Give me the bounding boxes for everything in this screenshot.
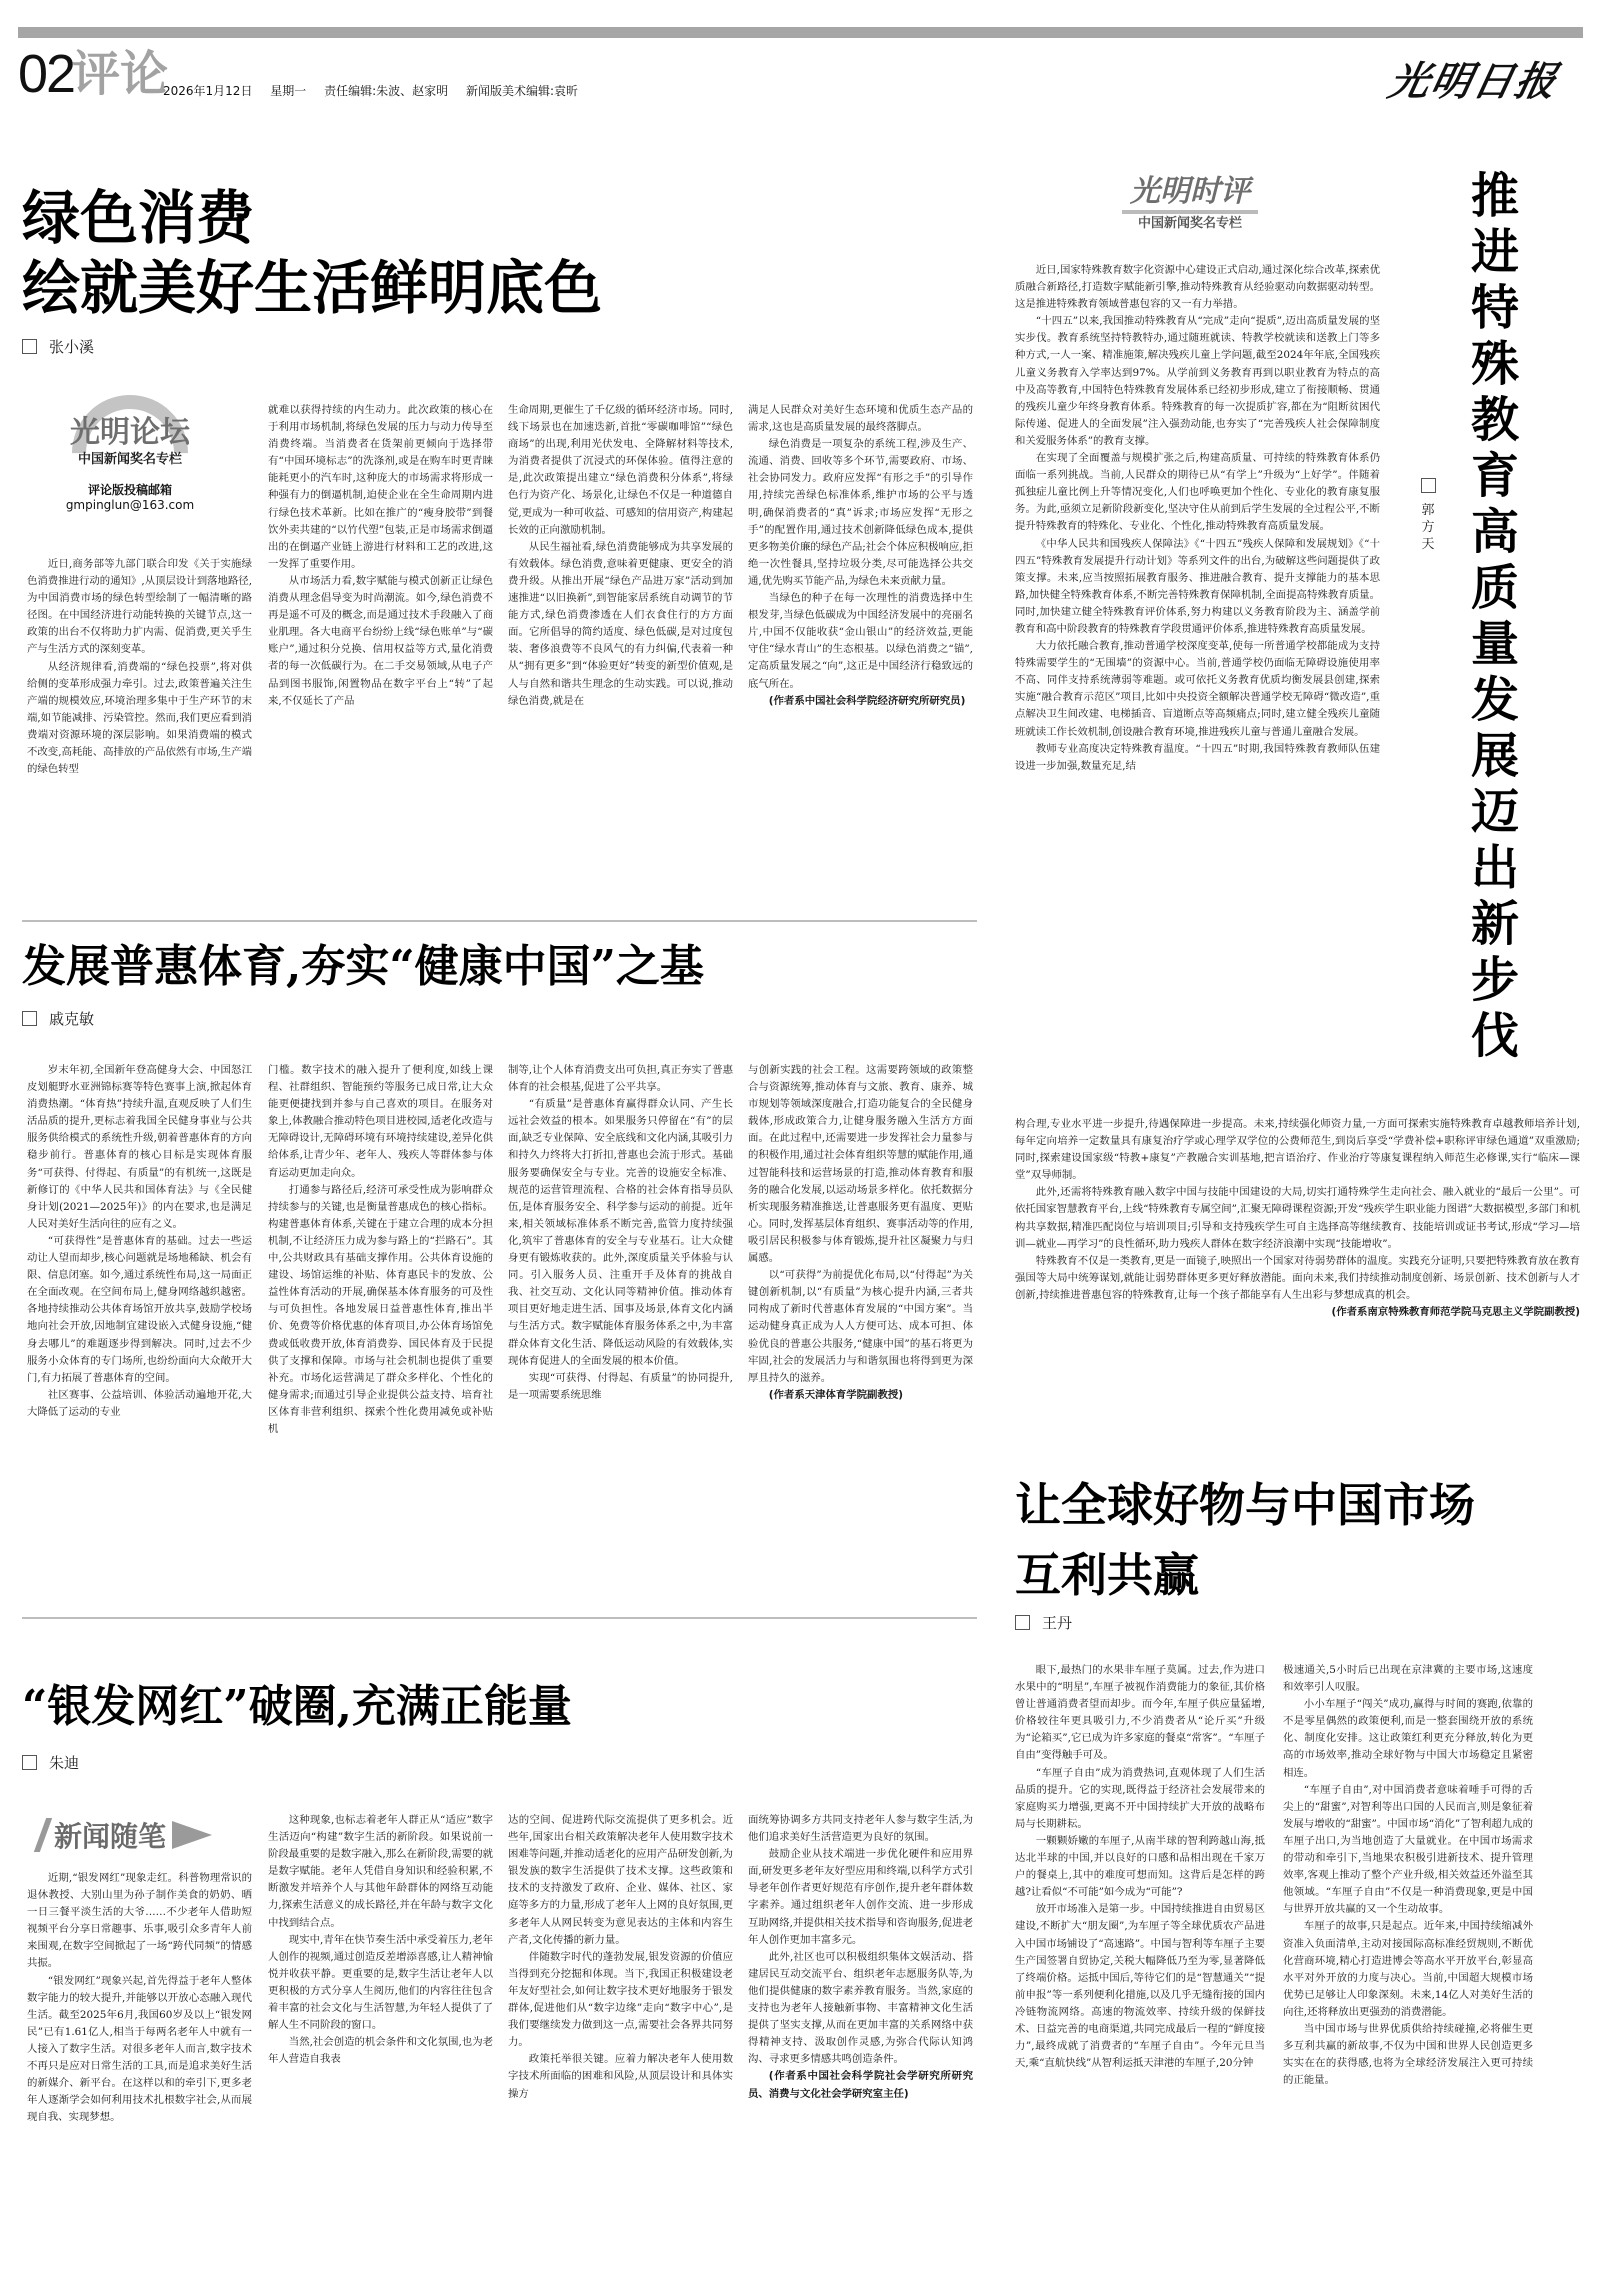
sports-article-col2 (268, 1062, 493, 1602)
edu-article-narrow (1015, 262, 1380, 1112)
silver-article-col1 (27, 1870, 252, 2265)
paragraph: 《中华人民共和国残疾人保障法》《“十四五”残疾人保障和发展规划》《“十四五”特殊教育发展提升行动计划》等系列文件的出台,为破解这些问题提供了政策支撑。未来,应当按照拓展教育服务、推进融合教育、提升支撑能力的基本思路,加快健全特殊教育体系,不断完善特殊教育保障机制,全面提高特殊教育质量。同时,加快建立健全特殊教育评价体系,努力构建以义务教育阶段为主、涵盖学前教育和高中阶段教育的特殊教育学段贯通评价体系,推进特殊教育高质量发展。 (1015, 537, 1380, 635)
dateline (163, 82, 592, 99)
sports-article-author: 戚克敏 (49, 1010, 95, 1028)
paragraph: 当绿色的种子在每一次理性的消费选择中生根发芽,当绿色低碳成为中国经济发展中的亮丽名片,中国不仅能收获“金山银山”的经济效益,更能守住“绿水青山”的生态根基。以绿色消费之“锚”,定高质量发展之“向”,这正是中国经济行稳致远的底气所在。 (748, 592, 973, 690)
column-logo-news-essay (40, 1815, 240, 1855)
cherry-article-title-line1: 让全球好物与中国市场 (1015, 1478, 1475, 1532)
silver-article-author: 朱迪 (49, 1754, 80, 1772)
byline-box-icon (22, 1011, 37, 1026)
paragraph: 生命周期,更催生了千亿级的循环经济市场。同时,线下场景也在加速迭新,首批“零碳咖啡馆”“绿色商场”的出现,利用光伏发电、全降解材料等技术,为消费者提供了沉浸式的环保体验。值得注意的是,此次政策提出建立“绿色消费积分体系”,将绿色行为资产化、场景化,让绿色不仅是一种道德自觉,更成为一种可收益、可感知的信用资产,构建起长效的正向激励机制。 (508, 404, 733, 536)
section-title: 评论 (72, 46, 169, 102)
paragraph: “十四五”以来,我国推动特殊教育从“完成”走向“提质”,迈出高质量发展的坚实步伐。教育系统坚持特教特办,通过随班就读、特教学校就读和送教上门等多种方式,一人一案、精准施策,解决残疾儿童上学问题,截至2024年年底,全国残疾儿童义务教育入学率达到97%。从学前到义务教育再到以职业教育为特点的高中及高等教育,中国特色特殊教育发展体系已经初步形成,建立了衔接顺畅、贯通的残疾儿童少年终身教育体系。特殊教育的每一次提质扩容,都在为“阻断贫困代际传递、促进人的全面发展”注入强劲动能,也夯实了“完善残疾人社会保障制度和关爱服务体系”的教育支撑。 (1015, 315, 1380, 447)
issue-weekday: 星期一 (270, 84, 307, 98)
divider (22, 1617, 977, 1619)
green-article-title-line1: 绿色消费 (22, 184, 255, 252)
green-article-col4 (748, 402, 973, 898)
paragraph: 这种现象,也标志着老年人群正从“适应”数字生活迈向“构建”数字生活的新阶段。如果说前一阶段最重要的是数字融入,那么在新阶段,需要的就是数字赋能。老年人凭借自身知识和经验积累,不断激发并培养个人与其他年龄群体的网络互动能力,探索生活意义的成长路径,并在年龄与数字文化中找到结合点。 (268, 1814, 493, 1929)
paragraph: 满足人民群众对美好生态环境和优质生态产品的需求,这也是高质量发展的最终落脚点。 (748, 404, 973, 434)
paragraph: 鼓励企业从技术端进一步优化硬件和应用界面,研发更多老年友好型应用和终端,以科学方式引导老年创作者更好规范有序创作,提升老年群体数字素养。通过组织老年人创作交流、进一步形成互助网络,并提供相关技术指导和咨询服务,促进老年人创作更加丰富多元。 (748, 1848, 973, 1946)
silver-article-col3 (508, 1812, 733, 2265)
column-subtitle: 中国新闻奖名专栏 (1137, 216, 1242, 231)
byline-box-icon (22, 1755, 37, 1770)
paragraph: “车厘子自由”成为消费热词,直观体现了人们生活品质的提升。它的实现,既得益于经济社会发展带来的家庭购买力增强,更离不开中国持续扩大开放的战略布局与长期耕耘。 (1015, 1766, 1265, 1830)
paragraph: 社区赛事、公益培训、体验活动遍地开花,大大降低了运动的专业 (27, 1388, 252, 1418)
green-article-signature: (作者系中国社会科学院经济研究所研究员) (768, 694, 966, 707)
column-logo-guangming-commentary (1110, 174, 1270, 244)
column-title: 光明时评 (1122, 174, 1258, 214)
paragraph: 当中国市场与世界优质供给持续碰撞,必将催生更多互利共赢的新故事,不仅为中国和世界人民创造更多实实在在的获得感,也将为全球经济发展注入更可持续的正能量。 (1283, 2022, 1533, 2087)
paragraph: “可获得性”是普惠体育的基础。过去一些运动让人望而却步,核心问题就是场地稀缺、机会有限、信息闭塞。如今,通过系统性布局,这一局面正在全面改观。在空间布局上,健身网络越织越密。各地持续推动公共体育场馆开放共享,鼓励学校场地向社会开放,因地制宜建设嵌入式健身设施,“健身去哪儿”的难题逐步得到解决。同时,过去不少服务小众体育的专门场所,也纷纷面向大众敞开大门,有力拓展了普惠体育的空间。 (27, 1234, 252, 1384)
paragraph: 小小车厘子“闯关”成功,赢得与时间的赛跑,依靠的不是零星偶然的政策便利,而是一整套围绕开放的系统化、制度化安排。这让政策红利更充分释放,转化为更高的市场效率,推动全球好物与中国大市场稳定且紧密相连。 (1283, 1698, 1533, 1779)
paragraph: 现实中,青年在快节奏生活中承受着压力,老年人创作的视频,通过创造反差增添喜感,让人精神愉悦并收获平静。更重要的是,数字生活让老年人以更积极的方式分享人生阅历,他们的内容往往包含着丰富的社会文化与生活智慧,为年轻人提供了了解人生不同阶段的窗口。 (268, 1933, 493, 2032)
paragraph: 与创新实践的社会工程。这需要跨领域的政策整合与资源统筹,推动体育与文旅、教育、康养、城市规划等领域深度融合,打造功能复合的全民健身载体,形成政策合力,让健身服务融入生活方方面面。在此过程中,还需要进一步发挥社会力量参与的积极作用,通过社会体育组织等慧的赋能作用,通过智能科技和运营场景的打造,推动体育教育和服务的融合化发展,以运动场景多样化。依托数据分析实现服务精准推送,让普惠服务更有温度、更贴心。同时,发挥基层体育组织、赛事活动等的作用,吸引居民积极参与体育锻炼,提升社区凝聚力与归属感。 (748, 1064, 973, 1265)
paragraph: 绿色消费是一项复杂的系统工程,涉及生产、流通、消费、回收等多个环节,需要政府、市场、社会协同发力。政府应发挥“有形之手”的引导作用,持续完善绿色标准体系,维护市场的公平与透明,确保消费者的“真”诉求;市场应发挥“无形之手”的配置作用,通过技术创新降低绿色成本,提供更多物美价廉的绿色产品;社会个体应积极响应,拒绝一次性餐具,坚持垃圾分类,尽可能选择公共交通,优先购买节能产品,为绿色未来贡献力量。 (748, 438, 973, 587)
paragraph: 近日,国家特殊教育数字化资源中心建设正式启动,通过深化综合改革,探索优质融合新路径,打造数字赋能新引擎,推动特殊教育从经验驱动向数据驱动转型。这是推进特殊教育领域普惠包容的又一有力举措。 (1015, 264, 1380, 311)
green-article-author: 张小溪 (49, 338, 95, 356)
paragraph: 政策托举很关键。应着力解决老年人使用数字技术所面临的困难和风险,从顶层设计和具体实操方 (508, 2053, 733, 2100)
paragraph: 制等,让个人体育消费支出可负担,真正夯实了普惠体育的社会根基,促进了公平共享。 (508, 1064, 733, 1094)
paragraph: 伴随数字时代的蓬勃发展,银发资源的价值应当得到充分挖掘和体现。当下,我国正积极建设老年友好型社会,如何让数字技术更好地服务于银发群体,促进他们从“数字边缘”走向“数字中心”,是我们要继续发力做到这一点,需要社会各界共同努力。 (508, 1950, 733, 2049)
byline-box-icon (1015, 1615, 1030, 1630)
art-editor: 新闻版美术编辑:袁昕 (466, 84, 579, 98)
paragraph: 此外,还需将特殊教育融入数字中国与技能中国建设的大局,切实打通特殊学生走向社会、融入就业的“最后一公里”。可依托国家智慧教育平台,上线“特殊教育专属空间”,汇聚无障碍课程资源;开发“残疾学生职业能力图谱”大数据模型,多部门和机构共享数据,精准匹配岗位与培训项目;引导和支持残疾学生可自主选择高等继续教育、技能培训或证书考试,形成“学习—培训—就业—再学习”的良性循环,助力残疾人群体在数字经济浪潮中实现“技能增收”。 (1015, 1186, 1580, 1250)
green-article-col1 (27, 556, 252, 896)
responsible-editors: 责任编辑:朱波、赵家明 (324, 84, 449, 98)
paragraph: 车厘子的故事,只是起点。近年来,中国持续缩减外资准入负面清单,主动对接国际高标准经贸规则,不断优化营商环境,精心打造进博会等高水平开放平台,彰显高水平对外开放的力度与决心。当前,中国超大规模市场优势已足够让人印象深刻。未来,14亿人对美好生活的向往,还将释放出更强劲的消费潜能。 (1283, 1920, 1533, 2018)
paragraph: 此外,社区也可以积极组织集体文娱活动、搭建居民互动交流平台、组织老年志愿服务队等,为他们提供健康的数字素养教育服务。当然,家庭的支持也为老年人接触新事物、丰富精神文化生活提供了坚实支撑,从而在更加丰富的关系网络中获得精神支持、汲取创作灵感,为弥合代际认知鸿沟、寻求更多情感共鸣创造条件。 (748, 1950, 973, 2066)
paragraph: 近日,商务部等九部门联合印发《关于实施绿色消费推进行动的通知》,从顶层设计到落地路径,为中国消费市场的绿色转型绘制了一幅清晰的路径图。在中国经济进行动能转换的关键节点,这一政策的出台不仅将助力扩内需、促消费,更关乎生产与生活方式的深刻变革。 (27, 558, 252, 656)
green-article-byline (22, 336, 94, 357)
page-number: 02 (18, 44, 75, 104)
paragraph: 构合理,专业水平进一步提升,待遇保障进一步提高。未来,持续强化师资力量,一方面可探索实施特殊教育卓越教师培养计划,每年定向培养一定数量具有康复治疗学或心理学双学位的公费师范生,到岗后享受“学费补偿+职称评审绿色通道”双重激励;同时,探索建设国家级“特教+康复”产教融合实训基地,把言语治疗、作业治疗等康复课程纳入师范生必修课,实行“临床—课堂”双导师制。 (1015, 1118, 1580, 1182)
sports-article-col3 (508, 1062, 733, 1602)
paragraph: 打通参与路径后,经济可承受性成为影响群众持续参与的关键,也是衡量普惠成色的核心指标。构建普惠体育体系,关键在于建立合理的成本分担机制,不让经济压力成为参与路上的“拦路石”。其中,公共财政具有基础支撑作用。公共体育设施的建设、场馆运维的补贴、体育惠民卡的发放、公益性体育活动的开展,确保基本体育服务的可及性与可负担性。各地发展日益普惠性体育,推出半价、免费等价格优惠的体育项目,办公体育场馆免费或低收费开放,体育消费券、国民体育及于民提供了支撑和保障。市场与社会机制也提供了重要补充。市场化运营满足了群众多样化、个性化的健身需求;而通过引导企业提供公益支持、培育社区体育非营利组织、探索个性化费用减免或补贴机 (268, 1183, 493, 1435)
submission-mail-label: 评论版投稿邮箱 (87, 483, 172, 497)
paragraph: 一颗颗娇嫩的车厘子,从南半球的智利跨越山海,抵达北半球的中国,并以良好的口感和品相出现在千家万户的餐桌上,其中的难度可想而知。这背后是怎样的跨越?让看似“不可能”如今成为“可能”? (1015, 1834, 1265, 1899)
masthead-logo: 光明日报 (1384, 58, 1563, 105)
cherry-article-byline (1015, 1612, 1072, 1633)
byline-box-icon (1421, 478, 1436, 493)
paragraph: 近期,“银发网红”现象走红。科普物理常识的退休教授、大别山里为孙子制作美食的奶奶、晒一日三餐平淡生活的大爷……不少老年人借助短视频平台分享日常趣事、乐事,吸引众多青年人前来围观,在数字空间掀起了一场“跨代同频”的情感共振。 (27, 1872, 252, 1970)
paragraph: 教师专业高度决定特殊教育温度。“十四五”时期,我国特殊教育教师队伍建设进一步加强,数量充足,结 (1015, 742, 1380, 772)
green-article-title-line2: 绘就美好生活鲜明底色 (22, 254, 603, 322)
sports-article-title: 发展普惠体育,夯实“健康中国”之基 (22, 941, 704, 992)
cherry-article-col1 (1015, 1662, 1265, 2262)
paragraph: 当然,社会创造的机会条件和文化氛围,也为老年人营造自我表 (268, 2036, 493, 2066)
paragraph: “银发网红”现象兴起,首先得益于老年人整体数字能力的较大提升,并能够以开放心态融入现代生活。截至2025年6月,我国60岁及以上“银发网民”已有1.61亿人,相当于每两名老年人中就有一人接入了数字生活。对很多老年人而言,数字技术不再只是应对日常生活的工具,而是追求美好生活的新媒介、新平台。在这样以和的牵引下,更多老年人逐渐学会如何利用技术扎根数字社会,从而展现自我、实现梦想。 (27, 1974, 252, 2124)
paragraph: “车厘子自由”,对中国消费者意味着唾手可得的舌尖上的“甜蜜”,对智利等出口国的人民而言,则是象征着发展与增收的“甜蜜”。中国市场“消化”了智利超九成的车厘子出口,为当地创造了大量就业。在中国市场需求的带动和牵引下,当地果农积极引进新技术、提升管理效率,客观上推动了整个产业升级,相关效益还外溢至其他领域。“车厘子自由”不仅是一种消费现象,更是中国与世界开放共赢的又一个生动故事。 (1283, 1783, 1533, 1916)
paragraph: 岁末年初,全国新年登高健身大会、中国怒江皮划艇野水亚洲锦标赛等特色赛事上演,掀起体育消费热潮。“体育热”持续升温,直观反映了人们生活品质的提升,更标志着我国全民健身事业与公共服务供给模式的系统性升级,朝着普惠体育的方向稳步前行。普惠体育的核心目标是实现体育服务“可获得、付得起、有质量”的有机统一,这既是新修订的《中华人民共和国体育法》与《全民健身计划(2021—2025年)》的内在要求,也是满足人民对美好生活向往的应有之义。 (27, 1064, 252, 1230)
column-logo-guangming-forum (40, 395, 220, 535)
edu-article-signature: (作者系南京特殊教育师范学院马克思主义学院副教授) (1331, 1306, 1580, 1319)
paper-plane-icon (172, 1821, 212, 1849)
submission-email[interactable]: gmpinglun@163.com (65, 498, 195, 512)
sports-article-signature: (作者系天津体育学院副教授) (768, 1388, 903, 1401)
green-article-col2 (268, 402, 493, 898)
green-article-col3 (508, 402, 733, 898)
paragraph: 门槛。数字技术的融入提升了便利度,如线上课程、社群组织、智能预约等服务已成日常,让大众能更便捷找到并参与自己喜欢的项目。在服务对象上,体教融合推动特色项目进校园,适老化改造与无障碍设计,无障碍环境有环境持续建设,差异化供给体系,让青少年、老年人、残疾人等群体参与体育运动更加走向众。 (268, 1064, 493, 1179)
paragraph: 眼下,最热门的水果非车厘子莫属。过去,作为进口水果中的“明星”,车厘子被视作消费能力的象征,其价格曾让普通消费者望而却步。而今年,车厘子供应量猛增,价格较往年更具吸引力,不少消费者从“论斤买”升级为“论箱买”,它已成为许多家庭的餐桌“常客”。“车厘子自由”变得触手可及。 (1015, 1664, 1265, 1762)
paragraph: 实现“可获得、付得起、有质量”的协同提升,是一项需要系统思维 (508, 1371, 733, 1401)
sports-article-byline (22, 1008, 94, 1029)
silver-article-title: “银发网红”破圈,充满正能量 (22, 1681, 572, 1732)
edu-article-title: 推进特殊教育高质量发展迈出新步伐 (1470, 168, 1519, 1064)
column-subtitle: 中国新闻奖名专栏 (77, 452, 182, 467)
column-title: 新闻随笔 (54, 1820, 167, 1853)
cherry-article-author: 王丹 (1042, 1614, 1073, 1632)
silver-article-col2 (268, 1812, 493, 2265)
silver-article-col4 (748, 1812, 973, 2265)
edu-article-author: 郭方天 (1421, 503, 1435, 552)
paragraph: 在实现了全面覆盖与规模扩张之后,构建高质量、可持续的特殊教育体系仍面临一系列挑战。当前,人民群众的期待已从“有学上”升级为“上好学”。伴随着孤独症儿童比例上升等情况变化,人们也呼唤更加个性化、专业化的教育康复服务。为此,亟须立足新阶段新变化,坚决守住从前到后学生发展的全过程公平,不断提升特殊教育的特殊化、专业化、个性化,推动特殊教育高质量发展。 (1015, 452, 1380, 533)
paragraph: 放开市场准入是第一步。中国持续推进自由贸易区建设,不断扩大“朋友圈”,为车厘子等全球优质农产品进入中国市场铺设了“高速路”。中国与智利等车厘子主要生产国签署自贸协定,关税大幅降低乃至为零,显著降低了终端价格。运抵中国后,等待它们的是“智慧通关”“提前申报”等一系列便利化措施,以及几乎无缝衔接的国内冷链物流网络。高速的物流效率、持续升级的保鲜技术、日益完善的电商渠道,共同完成最后一程的“鲜度接力”,最终成就了消费者的“车厘子自由”。今年元旦当天,乘“直航快线”从智利运抵天津港的车厘子,20分钟 (1015, 1903, 1265, 2070)
column-title: 光明论坛 (70, 415, 190, 450)
issue-date: 2026年1月12日 (163, 84, 253, 98)
silver-article-byline (22, 1752, 79, 1773)
paragraph: 面统筹协调多方共同支持老年人参与数字生活,为他们追求美好生活营造更为良好的氛围。 (748, 1814, 973, 1844)
divider (22, 920, 977, 922)
paragraph: 达的空间、促进跨代际交流提供了更多机会。近些年,国家出台相关政策解决老年人使用数字技术困难等问题,并推动适老化的应用产品研发创新,为银发族的数字生活提供了技术支撑。这些政策和技术的支持激发了政府、企业、媒体、社区、家庭等多方的力量,形成了老年人上网的良好氛围,更多老年人从网民转变为意见表达的主体和内容生产者,文化传播的新力量。 (508, 1814, 733, 1946)
paragraph: 从经济规律看,消费端的“绿色投票”,将对供给侧的变革形成强力牵引。过去,政策普遍关注生产端的规模效应,环境治理多集中于生产环节的末端,如节能减排、污染管控。然而,我们更应看到消费端对资源环境的深层影响。如果消费端的模式不改变,高耗能、高排放的产品依然有市场,生产端的绿色转型 (27, 660, 252, 776)
paragraph: 极速通关,5小时后已出现在京津冀的主要市场,这速度和效率引人叹服。 (1283, 1664, 1533, 1694)
paragraph: 以“可获得”为前提优化布局,以“付得起”为关键创新机制,以“有质量”为核心提升内涵,三者共同构成了新时代普惠体育发展的“中国方案”。当运动健身真正成为人人方便可达、成本可担、体验优良的普惠公共服务,“健康中国”的基石将更为牢固,社会的发展活力与和谐氛围也将得到更为深厚且持久的滋养。 (748, 1269, 973, 1384)
cherry-article-col2 (1283, 1662, 1533, 2262)
paragraph: 从民生福祉看,绿色消费能够成为共享发展的有效载体。绿色消费,意味着更健康、更安全的消费升级。从推出开展“绿色产品进万家”活动到加速推进“以旧换新”,到智能家居系统自动调节的节能方式,绿色消费渗透在人们衣食住行的方方面面。它所倡导的简约适度、绿色低碳,是对过度包装、奢侈浪费等不良风气的有力纠偏,代表着一种从“拥有更多”到“体验更好”转变的新型价值观,是人与自然和谐共生理念的生动实践。可以说,推动绿色消费,就是在 (508, 540, 733, 707)
cherry-article-title-line2: 互利共赢 (1015, 1548, 1199, 1602)
slash-decoration-icon (34, 1818, 52, 1852)
paragraph: 特殊教育不仅是一类教育,更是一面镜子,映照出一个国家对待弱势群体的温度。实践充分证明,只要把特殊教育放在教育强国等大局中统筹谋划,就能让弱势群体更多更好释放潜能。面向未来,我们持续推动制度创新、场景创新、技术创新与人才创新,持续推进普惠包容的特殊教育,让每一个孩子都能享有人生出彩与梦想成真的机会。 (1015, 1254, 1580, 1301)
paragraph: “有质量”是普惠体育赢得群众认同、产生长远社会效益的根本。如果服务只停留在“有”的层面,缺乏专业保障、安全底线和文化内涵,其吸引力和持久力终将大打折扣,普惠也会流于形式。基础服务要确保安全与专业。完善的设施安全标准、规范的运营管理流程、合格的社会体育指导员队伍,是体育服务安全、科学参与运动的前提。近年来,相关领域标准体系不断完善,监管力度持续强化,筑牢了普惠体育的安全与专业基石。让大众健身更有锻炼收获的。此外,深度质量关乎体验与认同。引入服务人员、注重开手及体育的挑战自我、社交互动、文化认同等精神价值。推动体育项目更好地走进生活、国事及场景,体育文化内涵与生活方式。数字赋能体育服务体系之中,为丰富群众体育文化生活、降低运动风险的有效载体,实现体育促进人的全面发展的根本价值。 (508, 1098, 733, 1367)
sports-article-col4 (748, 1062, 973, 1602)
paragraph: 从市场活力看,数字赋能与模式创新正让绿色消费从理念倡导变为时尚潮流。如今,绿色消费不再是遥不可及的概念,而是通过技术手段融入了商业肌理。各大电商平台纷纷上线“绿色账单”与“碳账户”,通过积分兑换、信用权益等方式,量化消费者的每一次低碳行为。在二手交易领域,从电子产品到图书服饰,闲置物品在数字平台上“转”了起来,不仅延长了产品 (268, 574, 493, 707)
silver-article-signature: (作者系中国社会科学院社会学研究所研究员、消费与文化社会学研究室主任) (748, 2070, 973, 2100)
paragraph: 就难以获得持续的内生动力。此次政策的核心在于利用市场机制,将绿色发展的压力与动力传导至消费终端。当消费者在货架前更倾向于选择带有“中国环境标志”的洗涤剂,或是在购车时更青睐能耗更小的汽车时,这种庞大的市场需求将形成一种强有力的倒逼机制,迫使企业在全生命周期内进行绿色技术革新。比如在推广的“瘦身胶带”到餐饮外卖共建的“以竹代塑”包装,正是市场需求倒逼出的在倒逼产业链上游进行材料和工艺的改进,这一发挥了重要作用。 (268, 404, 493, 570)
sports-article-col1 (27, 1062, 252, 1602)
paragraph: 大力依托融合教育,推动普通学校深度变革,使每一所普通学校都能成为支持特殊需要学生的“无围墙”的资源中心。当前,普通学校仍面临无障碍设施使用率不高、同伴支持系统薄弱等难题。或可依托义务教育优质均衡发展县创建,探索实施“融合教育示范区”项目,比如中央投资全额解决普通学校无障碍“微改造”,重点解决卫生间改建、电梯插音、盲道断点等高频痛点;同时,建立健全残疾儿童随班就读工作长效机制,创设融合教育环境,推进残疾儿童与普通儿童融合发展。 (1015, 640, 1380, 738)
byline-box-icon (22, 339, 37, 354)
top-rule (18, 27, 1583, 38)
edu-article-byline (1419, 478, 1437, 553)
edu-article-wide (1015, 1116, 1580, 1402)
